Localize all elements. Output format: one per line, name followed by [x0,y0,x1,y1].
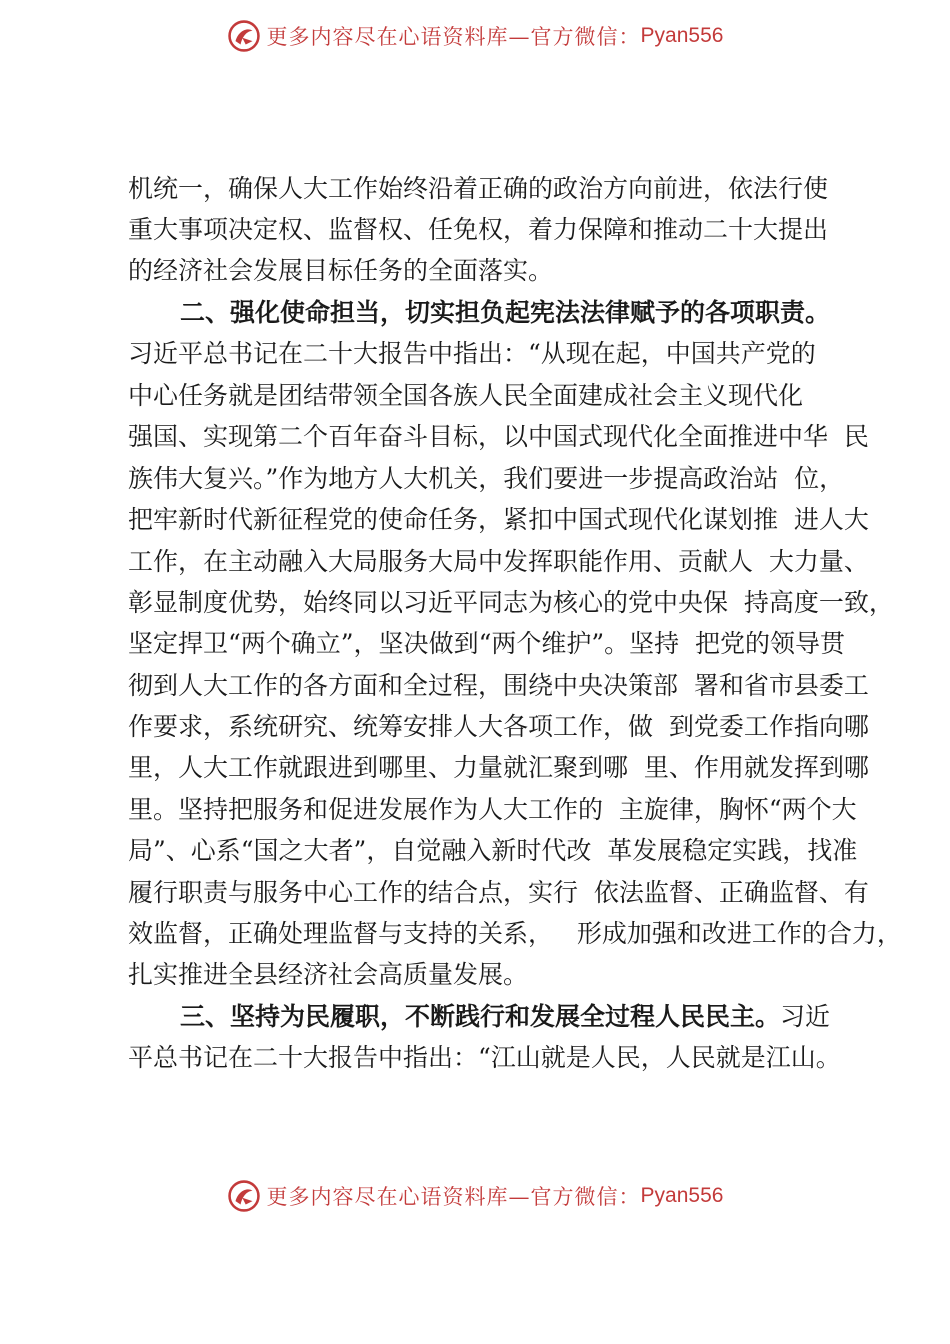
body-line: 彰显制度优势，始终同以习近平同志为核心的党中央保 持高度一致， [128,588,894,617]
body-run: 习近 [780,1002,831,1031]
body-line: 里。坚持把服务和促进发展作为人大工作的 主旋律，胸怀“两个大 [128,795,857,824]
body-line: 的经济社会发展目标任务的全面落实。 [128,256,554,285]
brand-logo-icon [227,1179,261,1213]
body-line: 重大事项决定权、监督权、任免权，着力保障和推动二十大提出 [128,215,829,244]
header-banner-text: 更多内容尽在心语资料库—官方微信： [266,25,641,49]
body-line: 把牢新时代新征程党的使命任务，紧扣中国式现代化谋划推 进人大 [128,505,869,534]
body-line: 机统一，确保人大工作始终沿着正确的政治方向前进，依法行使 [128,174,829,203]
body-line: 强国、实现第二个百年奋斗目标，以中国式现代化全面推进中华 民 [128,422,869,451]
body-line: 作要求，系统研究、统筹安排人大各项工作，做 到党委工作指向哪 [128,712,869,741]
body-line: 中心任务就是团结带领全国各族人民全面建成社会主义现代化 [128,381,804,410]
section-heading-3-line [180,1000,830,1034]
footer-banner [0,1176,950,1216]
body-line: 局”、心系“国之大者”，自觉融入新时代改 革发展稳定实践，找准 [128,836,858,865]
body-line: 效监督，正确处理监督与支持的关系， 形成加强和改进工作的合力， [128,919,902,948]
body-line: 彻到人大工作的各方面和全过程，围绕中央决策部 署和省市县委工 [128,671,869,700]
body-line: 族伟大复兴。”作为地方人大机关，我们要进一步提高政治站 位， [128,464,845,493]
header-wechat-id: Pyan556 [640,24,724,47]
footer-wechat-id: Pyan556 [640,1184,724,1207]
body-line: 履行职责与服务中心工作的结合点，实行 依法监督、正确监督、有 [128,878,869,907]
body-line: 扎实推进全县经济社会高质量发展。 [128,960,529,989]
body-line: 平总书记在二十大报告中指出：“江山就是人民，人民就是江山。 [128,1043,841,1072]
body-line: 坚定捍卫“两个确立”，坚决做到“两个维护”。坚持 把党的领导贯 [128,629,846,658]
section-heading-3: 三、坚持为民履职，不断践行和发展全过程人民民主。 [180,1002,781,1031]
section-heading-2: 二、强化使命担当，切实担负起宪法法律赋予的各项职责。 [180,298,831,327]
body-line: 工作，在主动融入大局服务大局中发挥职能作用、贡献人 大力量、 [128,547,869,576]
body-line: 里，人大工作就跟进到哪里、力量就汇聚到哪 里、作用就发挥到哪 [128,753,869,782]
body-line: 习近平总书记在二十大报告中指出：“从现在起，中国共产党的 [128,339,816,368]
footer-banner-text: 更多内容尽在心语资料库—官方微信： [266,1185,641,1209]
